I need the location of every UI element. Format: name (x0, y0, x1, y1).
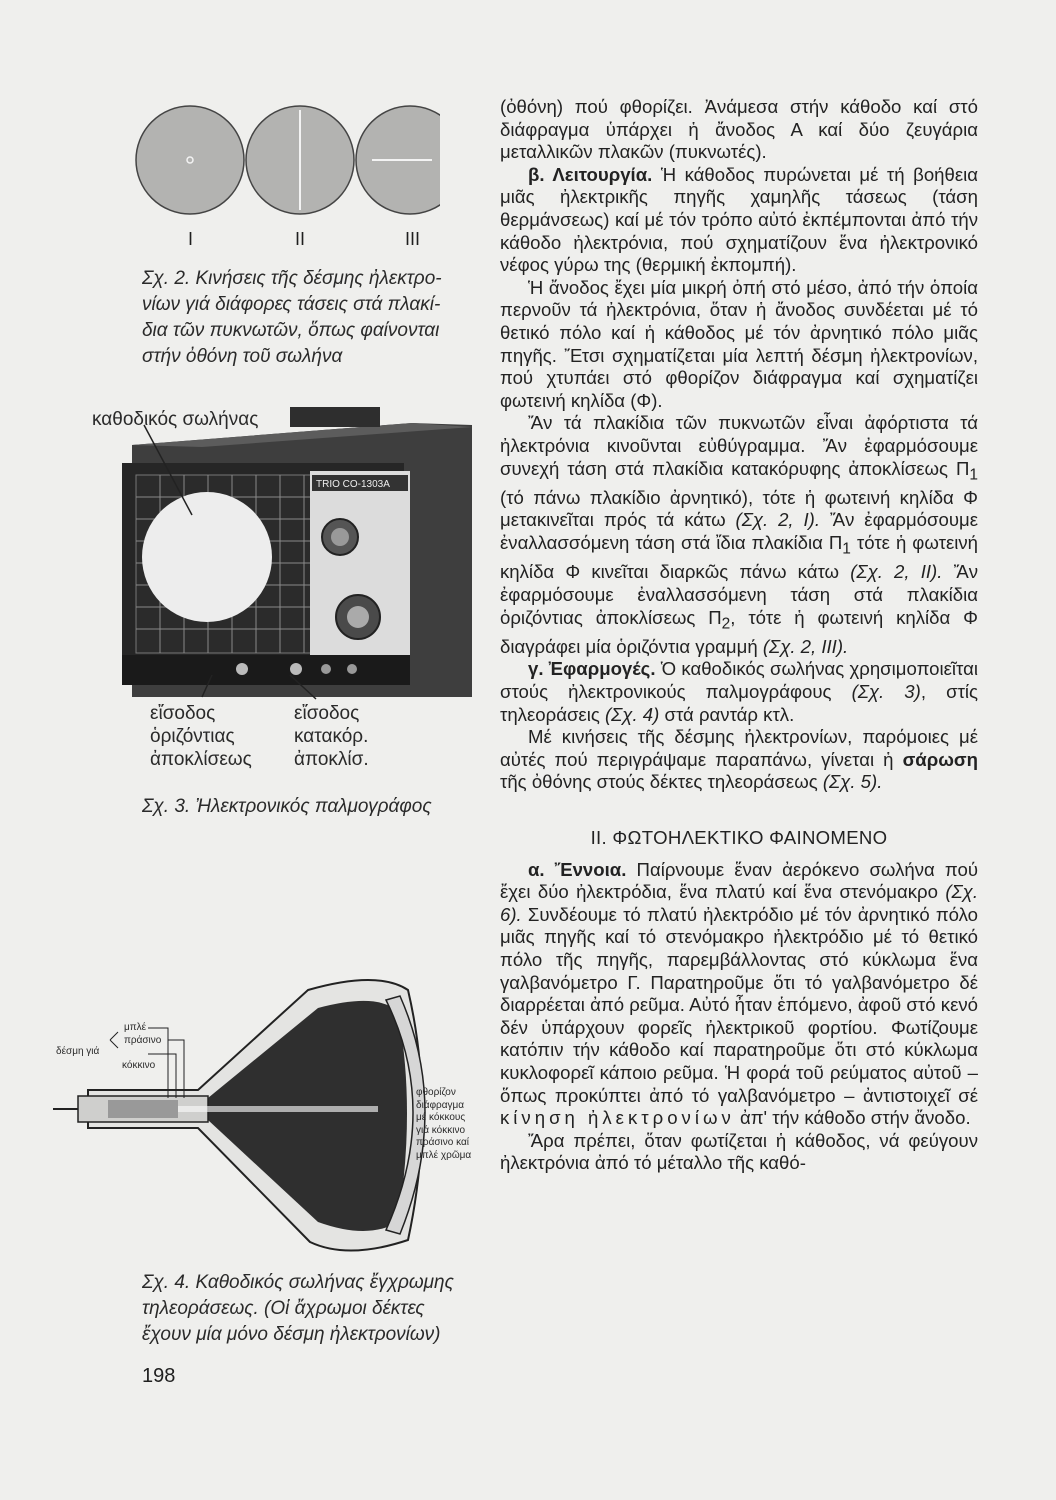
subscript: 1 (969, 466, 978, 484)
note-line: διάφραγμα (416, 1099, 465, 1111)
paragraph-text: Ὁ καθοδικός σωλήνας χρησιμοποιεῖται στούς ἠλεκτρονικούς παλμογράφους (500, 658, 978, 702)
paragraph-text: τῆς ὀθόνης στούς δέκτες τηλεοράσεως (500, 771, 823, 793)
spaced-emphasis: κίνηση ἠλεκτρονίων (500, 1107, 735, 1129)
paragraph (500, 726, 978, 794)
note-line: πράσινο καί (416, 1137, 469, 1148)
crt-glow (142, 492, 272, 622)
figure-reference: (Σχ. 2, I). (735, 509, 821, 531)
caption-line: Σχ. 4. Καθοδικός σωλήνας ἔγχρωμης (142, 1272, 454, 1293)
label-ii: II (295, 229, 306, 249)
figure-reference: (Σχ. 6). (500, 881, 978, 925)
figure-reference: (Σχ. 4) (604, 703, 660, 725)
figure-3-caption: Σχ. 3. Ἠλεκτρονικός παλμογράφος (142, 796, 432, 817)
figure-2-caption (142, 266, 482, 370)
beam-blue-label: μπλέ (124, 1022, 147, 1033)
note-line: μέ κόκκους (416, 1112, 466, 1123)
label-i: I (188, 229, 194, 249)
caption-line: νίων γιά διάφορες τάσεις στά πλακί- (142, 294, 441, 315)
paragraph-heading: β. Λειτουργία. (528, 163, 653, 185)
label-line: ἀποκλίσεως (150, 749, 252, 770)
subscript: 1 (842, 540, 851, 558)
paragraph-text: , τότε ἡ φωτεινή κηλίδα Φ διαγράφει μία ὁριζόντια γραμμή (500, 606, 978, 657)
section-title: II. ΦΩΤΟΗΛΕΚΤΙΚΟ ΦΑΙΝΟΜΕΝΟ (590, 826, 888, 848)
subscript: 2 (721, 615, 731, 633)
figure-2-screens (130, 100, 440, 230)
bold-term: σάρωση (902, 748, 978, 770)
caption-line: δια τῶν πυκνωτῶν, ὅπως φαίνονται (142, 320, 440, 341)
figure-4-caption (142, 1270, 487, 1348)
brand-text: TRIO CO-1303A (316, 479, 390, 490)
paragraph: (ὀθόνη) πού φθορίζει. Ἀνάμεσα στήν κάθοδο καί στό διάφραγμα ὑπάρχει ἡ ἄνοδος Α καί δύο ζευγάρια μεταλλικῶν πλακῶν (πυκνωτές). (500, 96, 978, 163)
label-line: εἴσοδος (150, 703, 216, 724)
paragraph-text: Ἄν ἐφαρμόσουμε ἐναλλασσόμενη τάση στά ἴδια πλακίδια Π (500, 509, 978, 553)
paragraph-text: Συνδέουμε τό πλατύ ἠλεκτρόδιο μέ τόν ἀρνητικό πόλο μιᾶς πηγῆς καί τό στενόμακρο ἠλεκτρόδιο μέ τό θετικό πόλο τῆς πηγῆς, παρεμβάλλοντας στό κύκλωμα ἕνα γαλβανόμετρο Γ. Παρατηροῦμε ὅτι τό γαλβανόμετρο δέ διαρρέεται ἀπό ρεῦμα. Αὐτό ἦταν ἑπόμενο, ἀφοῦ στό κενό δέν ὑπάρχουν φορεῖς ἠλεκτρικοῦ φορτίου. Φωτίζουμε κατόπιν τήν κάθοδο καί παρατηροῦμε ὅτι στό κύκλωμα κυκλοφορεῖ κάποιο ρεῦμα. Ἡ φορά τοῦ ρεύματος αὐτοῦ – ὅπως προκύπτει ἀπό τό γαλβανόμετρο – ἀντιστοιχεῖ σέ (500, 903, 978, 1106)
note-line: φθορίζον (416, 1087, 456, 1098)
label-line: κατακόρ. (294, 726, 369, 747)
oscilloscope-photo (112, 385, 484, 715)
screen-note (416, 1087, 471, 1162)
screen-circle-i (136, 106, 244, 214)
paragraph (500, 658, 978, 726)
paragraph-text: (τό πάνω πλακίδιο ἀρνητικό), τότε ἡ φωτεινή κηλίδα Φ μετακινεῖται πρός τά κάτω (500, 486, 978, 531)
label-iii: III (405, 229, 421, 249)
label-line: ὁριζόντιας (150, 726, 235, 747)
figure-reference: (Σχ. 2, II). (850, 561, 943, 583)
figure-reference: (Σχ. 2, III). (762, 635, 849, 657)
paragraph-text: τότε ἡ φωτεινή κηλίδα Φ κινεῖται διαρκῶς πάνω κάτω (500, 532, 979, 583)
cathode-tube-label: καθοδικός σωλήνας (92, 409, 259, 430)
paragraph: Ἄρα πρέπει, ὅταν φωτίζεται ἡ κάθοδος, νά φεύγουν ἠλεκτρόνια ἀπό τό μέταλλο τῆς καθό- (500, 1129, 978, 1174)
paragraph-text: ἀπ' τήν κάθοδο στήν ἄνοδο. (734, 1107, 971, 1129)
paragraph-text: στά ραντάρ κτλ. (659, 703, 795, 725)
note-line: γιά κόκκινο (416, 1124, 466, 1136)
horizontal-input-label (150, 702, 252, 771)
caption-line: Σχ. 2. Κινήσεις τῆς δέσμης ἠλεκτρο- (142, 268, 442, 289)
paragraph (500, 859, 978, 1130)
paragraph (500, 164, 978, 277)
figure-reference: (Σχ. 3) (851, 681, 921, 702)
caption-line: στήν ὀθόνη τοῦ σωλήνα (142, 346, 343, 367)
label-line: εἴσοδος (294, 703, 360, 724)
beam-red-label: κόκκινο (122, 1060, 156, 1071)
caption-line: ἔχουν μία μόνο δέσμη ἠλεκτρονίων) (142, 1324, 441, 1345)
paragraph-text: Ἄν τά πλακίδια τῶν πυκνωτῶν εἶναι ἀφόρτιστα τά ἠλεκτρόνια κινοῦνται εὐθύγραμμα. Ἄν ἐφαρμόσουμε συνεχή τάση στά πλακίδια κατακόρυφης ἀποκλίσεως Π (500, 412, 978, 479)
paragraph-text: Μέ κινήσεις τῆς δέσμης ἠλεκτρονίων, παρόμοιες μέ αὐτές πού περιγράψαμε παραπάνω, γίνεται ἡ (500, 726, 978, 770)
beam-label: δέσμη γιά (56, 1046, 100, 1057)
body-text-column (500, 96, 978, 1175)
paragraph-text: Ἄν ἐφαρμόσουμε ἐναλλασσόμενη τάση στά πλακίδια ὁριζόντιας ἀποκλίσεως Π (500, 561, 979, 628)
paragraph-heading: α. Ἔννοια. (528, 858, 627, 880)
caption-line: τηλεοράσεως. (Οἱ ἄχρωμοι δέκτες (142, 1298, 425, 1319)
paragraph (500, 412, 978, 658)
paragraph-heading: γ. Ἐφαρμογές. (528, 658, 656, 680)
label-line: ἀποκλίσ. (294, 749, 369, 770)
note-line: μπλέ χρῶμα (416, 1149, 472, 1161)
figure-reference: (Σχ. 5). (822, 771, 883, 793)
paragraph-text: , στίς τηλεοράσεις (500, 681, 979, 725)
vertical-input-label (294, 702, 369, 771)
page-number: 198 (142, 1365, 176, 1387)
paragraph-text: Ἡ κάθοδος πυρώνεται μέ τή βοήθεια μιᾶς ἠλεκτρικῆς πηγῆς χαμηλῆς τάσεως (τάση θερμάνσεως) καί μέ τόν τρόπο αὐτό ἐκπέμπονται ἀπό τήν κάθοδο ἠλεκτρόνια, πού σχηματίζουν ἕνα ἠλεκτρονικό νέφος γύρω της (θερμική ἐκπομπή). (500, 163, 979, 276)
paragraph-text: Παίρνουμε ἕναν ἀερόκενο σωλήνα πού ἔχει δύο ἠλεκτρόδια, ἕνα πλατύ καί ἕνα στενόμακρο (500, 858, 978, 903)
paragraph: Ἡ ἄνοδος ἔχει μία μικρή ὀπή στό μέσο, ἀπό τήν ὁποία περνοῦν τά ἠλεκτρόνια, ὅταν ἡ ἄνοδος συνδέεται μέ τό θετικό πόλο καί ἡ κάθοδος μέ τόν ἀρνητικό πόλο μιᾶς πηγῆς. Ἔτσι σχηματίζεται μία λεπτή δέσμη ἠλεκτρονίων, πού χτυπάει στό φθορίζον διάφραγμα καί σχηματίζει φωτεινή κηλίδα (Φ). (500, 276, 978, 411)
beam-green-label: πράσινο (124, 1035, 162, 1046)
